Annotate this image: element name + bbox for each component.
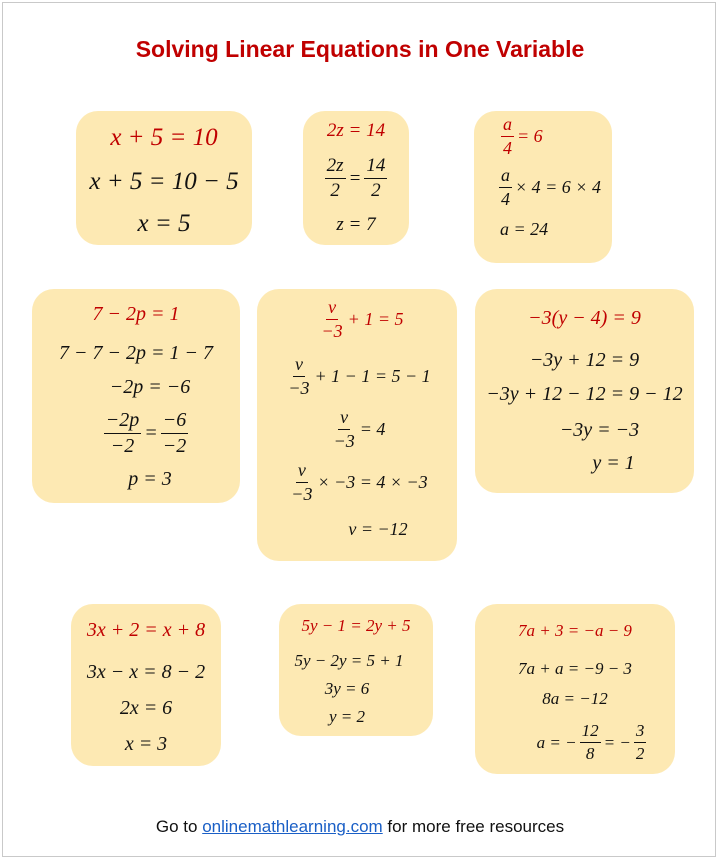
step-line: −2p = −6	[109, 376, 191, 398]
problem-line: 7 − 2p = 1	[92, 303, 180, 325]
equation-card-7	[71, 604, 221, 766]
step-line: 5y − 2y = 5 + 1	[294, 650, 404, 670]
site-link[interactable]: onlinemathlearning.com	[202, 817, 383, 836]
fraction: $\frac{a}{4}$	[501, 164, 510, 209]
fraction-step-line: $\frac{-2p}{-2}$ = $\frac{-6}{-2}$	[105, 408, 187, 457]
answer-line: v = −12	[348, 519, 408, 539]
fraction: $\frac{3}{2}$	[635, 720, 645, 763]
step-line: 8a = −12	[542, 688, 608, 708]
equation-card-9	[475, 604, 675, 774]
step-line: −3y + 12 − 12 = 9 − 12	[486, 383, 683, 405]
fraction: $\frac{14}{2}$	[366, 154, 386, 201]
answer-line: a = 24	[500, 219, 549, 239]
equation-card-3	[474, 111, 612, 263]
equation-card-8	[279, 604, 433, 736]
fraction-step-line: $\frac{2z}{2}$ = $\frac{14}{2}$	[326, 154, 386, 201]
fraction: $\frac{-2p}{-2}$	[105, 408, 140, 457]
answer-line: x = 3	[124, 733, 168, 755]
step-line: 3y = 6	[324, 678, 370, 698]
answer-line: a = − $\frac{12}{8}$ = − $\frac{3}{2}$	[536, 720, 645, 763]
equation-card-2	[303, 111, 409, 245]
fraction: $\frac{v}{-3}$	[291, 459, 313, 504]
equation-card-4	[32, 289, 240, 503]
problem-line: 2z = 14	[326, 119, 386, 141]
answer-line: x = 5	[137, 209, 191, 237]
fraction: $\frac{v}{-3}$	[321, 296, 343, 341]
step-line: −3y + 12 = 9	[529, 349, 640, 371]
fraction: $\frac{12}{8}$	[581, 720, 599, 763]
equation-card-5	[257, 289, 457, 561]
equation-card-6	[475, 289, 694, 493]
answer-line: y = 2	[328, 706, 366, 726]
problem-line: $\frac{v}{-3}$ + 1 = 5	[321, 296, 404, 341]
step-line: $\frac{v}{-3}$ × −3 = 4 × −3	[291, 459, 428, 504]
step-line: 7 − 7 − 2p = 1 − 7	[59, 342, 213, 364]
fraction: $\frac{a}{4}$	[503, 113, 512, 158]
step-line: 7a + a = −9 − 3	[518, 658, 632, 678]
step-line: 2x = 6	[119, 697, 173, 719]
answer-line: p = 3	[128, 468, 172, 490]
fraction: $\frac{v}{-3}$	[333, 406, 355, 451]
problem-line: x + 5 = 10	[110, 123, 218, 151]
equation-card-1	[76, 111, 252, 245]
fraction: $\frac{v}{-3}$	[288, 353, 310, 398]
step-line: $\frac{a}{4}$ × 4 = 6 × 4	[501, 164, 601, 209]
problem-line: $\frac{a}{4}$ = 6	[503, 113, 543, 158]
step-line: x + 5 = 10 − 5	[89, 167, 239, 195]
problem-line: 3x + 2 = x + 8	[86, 619, 206, 641]
footer: Go to onlinemathlearning.com for more free resources	[155, 817, 565, 836]
problem-line: 5y − 1 = 2y + 5	[301, 615, 411, 635]
fraction: $\frac{-6}{-2}$	[162, 408, 187, 457]
problem-line: 7a + 3 = −a − 9	[518, 620, 632, 640]
fraction: $\frac{2z}{2}$	[326, 154, 344, 201]
page-title: Solving Linear Equations in One Variable	[135, 36, 585, 62]
step-line: 3x − x = 8 − 2	[86, 661, 206, 683]
step-line: $\frac{v}{-3}$ = 4	[333, 406, 386, 451]
problem-line: −3(y − 4) = 9	[528, 307, 641, 329]
step-line: −3y = −3	[559, 419, 640, 441]
step-line: $\frac{v}{-3}$ + 1 − 1 = 5 − 1	[288, 353, 431, 398]
answer-line: z = 7	[336, 213, 376, 235]
answer-line: y = 1	[592, 452, 635, 474]
